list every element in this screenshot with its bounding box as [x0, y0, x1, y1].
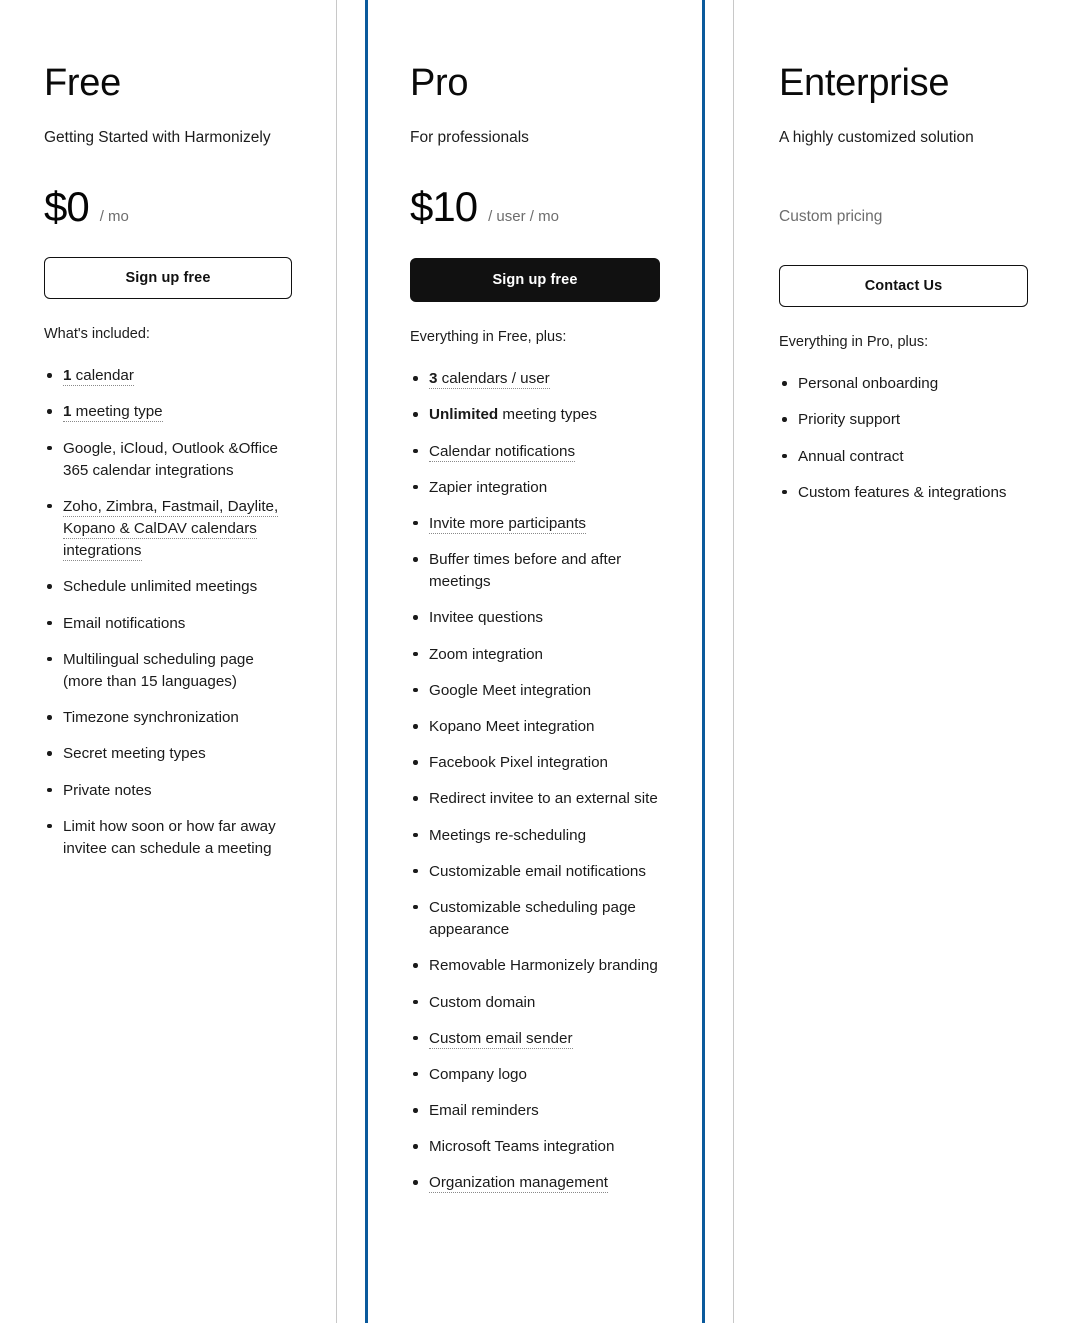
feature-item — [410, 955, 660, 977]
feature-item — [410, 752, 660, 774]
feature-text: Removable Harmonizely branding — [429, 957, 658, 975]
feature-item — [44, 438, 292, 482]
feature-item — [410, 404, 660, 426]
feature-emphasis: 1 — [63, 367, 72, 385]
price-custom-enterprise: Custom pricing — [779, 208, 883, 226]
column-divider-left-gray — [336, 0, 337, 1323]
feature-text: Personal onboarding — [798, 375, 939, 393]
signup-button-pro[interactable]: Sign up free — [410, 258, 660, 302]
feature-item — [410, 644, 660, 666]
feature-text: Timezone synchronization — [63, 709, 239, 727]
feature-text: Schedule unlimited meetings — [63, 578, 258, 596]
feature-text[interactable]: 1 calendar — [63, 367, 134, 385]
feature-text: Redirect invitee to an external site — [429, 790, 658, 808]
features-label-enterprise: Everything in Pro, plus: — [779, 334, 929, 351]
feature-text: Facebook Pixel integration — [429, 754, 608, 772]
feature-item — [44, 816, 292, 860]
feature-text: Company logo — [429, 1065, 527, 1083]
feature-list-enterprise — [779, 373, 1028, 504]
plan-name-pro: Pro — [410, 62, 469, 104]
contact-us-button-enterprise[interactable]: Contact Us — [779, 265, 1028, 307]
feature-item — [410, 788, 660, 810]
feature-text: Google Meet integration — [429, 681, 592, 699]
feature-text[interactable]: 1 meeting type — [63, 403, 163, 421]
plan-price-enterprise — [779, 194, 1028, 240]
feature-text: Google, iCloud, Outlook &Office 365 calendar integrations — [63, 439, 278, 479]
feature-text[interactable]: Invite more participants — [429, 514, 587, 532]
feature-item — [410, 607, 660, 629]
feature-item — [44, 365, 292, 387]
feature-text: Limit how soon or how far away invitee can schedule a meeting — [63, 817, 276, 857]
feature-item — [410, 477, 660, 499]
feature-item — [410, 368, 660, 390]
column-divider-right-gray — [733, 0, 734, 1323]
feature-text: Buffer times before and after meetings — [429, 551, 622, 591]
feature-item — [779, 373, 1028, 395]
feature-text: Meetings re-scheduling — [429, 826, 587, 844]
feature-item — [44, 576, 292, 598]
pricing-column-free — [0, 0, 336, 874]
feature-item — [44, 496, 292, 563]
feature-text: Custom features & integrations — [798, 483, 1007, 501]
feature-item — [410, 897, 660, 941]
feature-text: Zapier integration — [429, 478, 548, 496]
feature-item — [410, 549, 660, 593]
signup-button-free[interactable]: Sign up free — [44, 257, 292, 299]
plan-tagline-enterprise: A highly customized solution — [779, 129, 974, 146]
feature-item — [44, 401, 292, 423]
feature-item — [44, 707, 292, 729]
feature-emphasis: 3 — [429, 370, 438, 388]
feature-item — [410, 513, 660, 535]
feature-item — [410, 1136, 660, 1158]
feature-item — [410, 680, 660, 702]
feature-text: Custom domain — [429, 993, 536, 1011]
features-label-pro: Everything in Free, plus: — [410, 329, 567, 346]
feature-item — [410, 861, 660, 883]
feature-item — [44, 649, 292, 693]
plan-tagline-free: Getting Started with Harmonizely — [44, 129, 271, 146]
feature-item — [44, 780, 292, 802]
feature-item — [410, 1064, 660, 1086]
feature-emphasis: 1 — [63, 403, 72, 421]
feature-item — [44, 743, 292, 765]
feature-text: Email reminders — [429, 1102, 539, 1120]
feature-item — [410, 1100, 660, 1122]
feature-text: Microsoft Teams integration — [429, 1138, 615, 1156]
feature-item — [779, 409, 1028, 431]
price-unit-pro: / user / mo — [488, 208, 559, 226]
pricing-column-pro — [368, 0, 702, 1209]
pro-column-right-accent-border — [702, 0, 705, 1323]
feature-text: Unlimited meeting types — [429, 406, 597, 424]
plan-name-enterprise: Enterprise — [779, 62, 950, 104]
feature-text: Invitee questions — [429, 609, 543, 627]
feature-text[interactable]: Calendar notifications — [429, 442, 576, 460]
feature-item — [410, 716, 660, 738]
feature-text: Kopano Meet integration — [429, 718, 595, 736]
feature-text: Annual contract — [798, 447, 904, 465]
plan-tagline-pro: For professionals — [410, 129, 529, 146]
plan-price-free — [44, 183, 292, 232]
feature-item — [779, 482, 1028, 504]
plan-name-free: Free — [44, 62, 121, 104]
feature-text: Zoom integration — [429, 645, 543, 663]
features-label-free: What's included: — [44, 326, 150, 343]
feature-text: Customizable scheduling page appearance — [429, 898, 636, 939]
feature-item — [779, 446, 1028, 468]
feature-text: Priority support — [798, 411, 901, 429]
feature-text: Multilingual scheduling page (more than 15 languages) — [63, 650, 254, 691]
feature-item — [410, 1172, 660, 1194]
feature-item — [410, 825, 660, 847]
feature-text: Customizable email notifications — [429, 862, 646, 880]
feature-text[interactable]: Custom email sender — [429, 1029, 573, 1047]
price-unit-free: / mo — [99, 208, 129, 226]
feature-item — [410, 992, 660, 1014]
feature-item — [410, 441, 660, 463]
price-amount-free: $0 — [44, 183, 89, 231]
feature-item — [44, 613, 292, 635]
plan-price-pro — [410, 183, 660, 232]
feature-text[interactable]: 3 calendars / user — [429, 370, 550, 388]
feature-text: Secret meeting types — [63, 745, 206, 763]
feature-text: Private notes — [63, 781, 152, 799]
feature-emphasis: Unlimited — [429, 406, 499, 424]
feature-list-free — [44, 365, 292, 860]
feature-text[interactable]: Zoho, Zimbra, Fastmail, Daylite, Kopano & CalDAV calendars integrations — [63, 497, 279, 560]
feature-item — [410, 1028, 660, 1050]
pricing-column-enterprise — [735, 0, 1070, 518]
feature-text[interactable]: Organization management — [429, 1174, 608, 1192]
price-amount-pro: $10 — [410, 183, 478, 231]
feature-text: Email notifications — [63, 614, 186, 632]
feature-list-pro — [410, 368, 660, 1195]
